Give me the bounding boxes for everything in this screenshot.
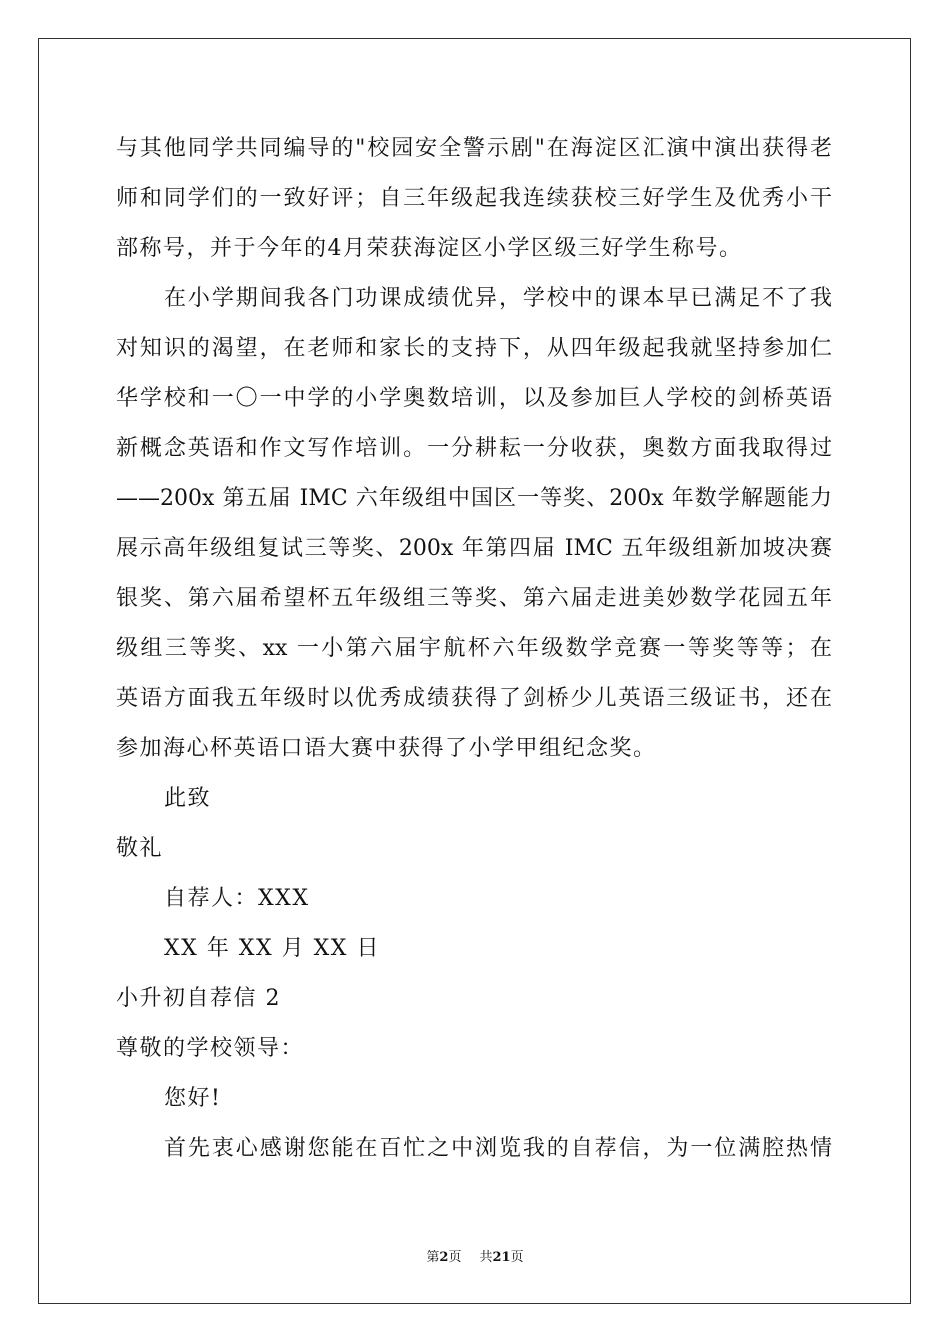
text-line-1: 与其他同学共同编导的"校园安全警示剧"在海淀区汇演中演出获得老	[116, 136, 832, 161]
text-line-12: 英语方面我五年级时以优秀成绩获得了剑桥少儿英语三级证书，还在	[116, 686, 832, 711]
text-line-9: 展示高年级组复试三等奖、200x 年第四届 IMC 五年级组新加坡决赛	[116, 536, 832, 561]
greeting: 您好!	[164, 1086, 222, 1111]
closing-regards: 敬礼	[116, 836, 164, 861]
paragraph-2-first-line: 在小学期间我各门功课成绩优异，学校中的课本早已满足不了我	[164, 286, 832, 311]
page-suffix: 页	[448, 1250, 462, 1265]
text-line-5: 对知识的渴望，在老师和家长的支持下，从四年级起我就坚持参加仁	[116, 336, 832, 361]
signature-line: 自荐人：XXX	[164, 886, 310, 911]
text-line-11: 级组三等奖、xx 一小第六届宇航杯六年级数学竞赛一等奖等等；在	[116, 636, 832, 661]
text-line-10: 银奖、第六届希望杯五年级组三等奖、第六届走进美妙数学花园五年	[116, 586, 832, 611]
page-number: 2	[439, 1250, 449, 1265]
closing-salutation: 此致	[164, 786, 212, 811]
text-line-2: 师和同学们的一致好评；自三年级起我连续获校三好学生及优秀小干	[116, 186, 832, 211]
total-suffix: 页	[510, 1250, 524, 1265]
total-prefix: 共	[479, 1250, 493, 1265]
page-footer	[0, 1250, 950, 1266]
text-line-7: 新概念英语和作文写作培训。一分耕耘一分收获，奥数方面我取得过	[116, 436, 832, 461]
text-line-3: 部称号，并于今年的4月荣获海淀区小学区级三好学生称号。	[116, 236, 743, 261]
text-line-13: 参加海心杯英语口语大赛中获得了小学甲组纪念奖。	[116, 736, 657, 761]
section-title: 小升初自荐信 2	[116, 986, 281, 1011]
text-line-6: 华学校和一〇一中学的小学奥数培训，以及参加巨人学校的剑桥英语	[116, 386, 832, 411]
page-prefix: 第	[426, 1250, 440, 1265]
total-pages: 21	[492, 1250, 511, 1265]
date-line: XX 年 XX 月 XX 日	[164, 936, 380, 961]
letter-salutation: 尊敬的学校领导：	[116, 1036, 305, 1061]
text-line-8: ——200x 第五届 IMC 六年级组中国区一等奖、200x 年数学解题能力	[116, 486, 832, 511]
page-border	[38, 38, 911, 1304]
letter-body-first-line: 首先衷心感谢您能在百忙之中浏览我的自荐信，为一位满腔热情	[164, 1136, 832, 1161]
